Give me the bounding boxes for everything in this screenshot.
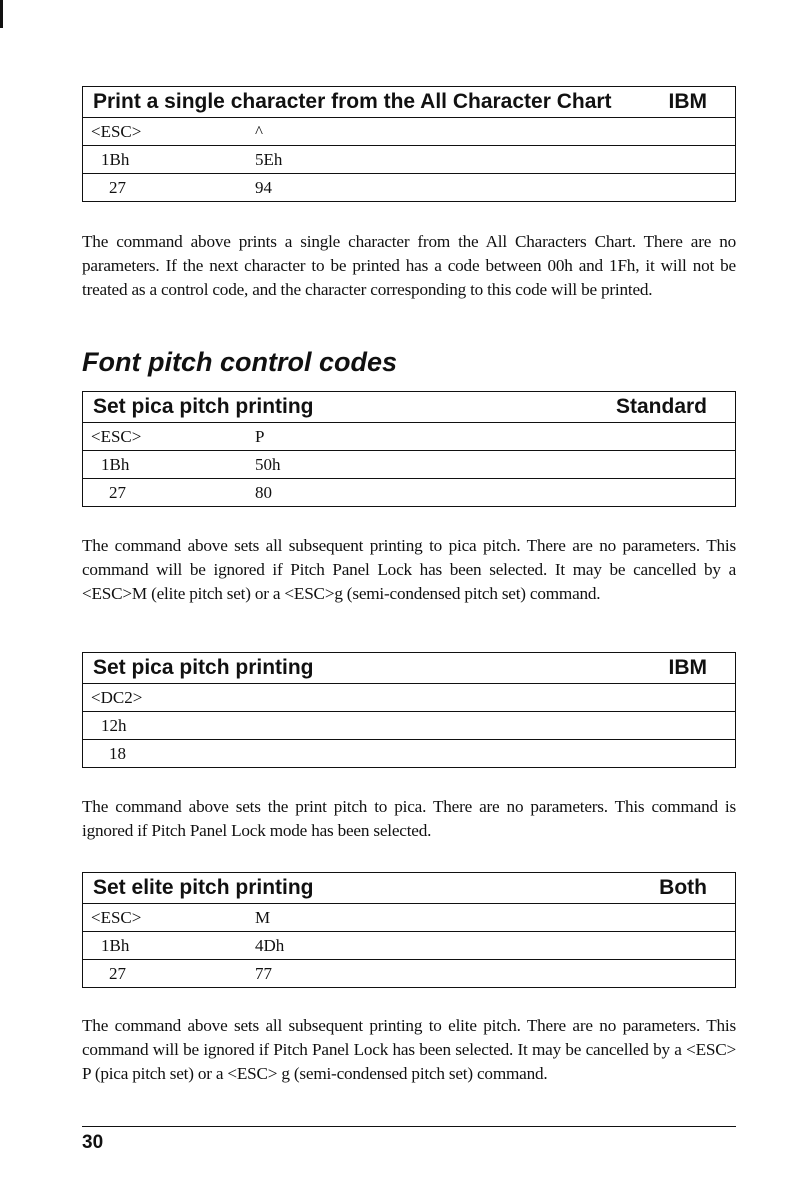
command-row-mnemonic [83,423,735,450]
row-code: 27 [109,177,126,197]
row-param: 5Eh [255,149,283,169]
command-row-mnemonic [83,904,735,931]
row-param: M [255,907,271,927]
page-number: 30 [82,1132,104,1153]
row-param: 94 [255,177,272,197]
command-row-hex [83,711,735,739]
footer-rule [82,1126,736,1127]
command-header [83,392,735,423]
row-code: 1Bh [101,149,130,169]
row-param: P [255,426,265,446]
command-title: Set pica pitch printing [93,656,314,679]
command-title: Set elite pitch printing [93,876,314,899]
command-header [83,87,735,118]
command-row-decimal [83,478,735,506]
row-code: 27 [109,963,126,983]
command-header [83,873,735,904]
section-title: Font pitch control codes [82,347,397,377]
command-mode: Standard [615,395,707,418]
command-row-decimal [83,173,735,201]
command-row-hex [83,931,735,959]
row-code: <DC2> [91,687,143,707]
row-code: <ESC> [91,907,142,927]
row-param: 77 [255,963,272,983]
row-param: 80 [255,482,272,502]
description-paragraph: The command above sets all subsequent printing to pica pitch. There are no parameters. This command will be ignored if Pitch Panel Lock has been selected. It may be cancelled by a <ESC>M (elite pitch set) or a <ESC>g (semi-condensed pitch set) command. [82,536,736,603]
command-box-all-char-ibm [82,86,736,202]
command-row-decimal [83,959,735,987]
command-title: Set pica pitch printing [93,395,314,418]
command-mode: IBM [668,656,707,679]
row-param: 50h [255,454,281,474]
row-code: 1Bh [101,935,130,955]
command-header [83,653,735,684]
command-box-elite-both [82,872,736,988]
command-row-hex [83,145,735,173]
row-param: 4Dh [255,935,285,955]
description-paragraph: The command above prints a single character from the All Characters Chart. There are no parameters. If the next character to be printed has a code between 00h and 1Fh, it will not be treated as a control code, and the character corresponding to this code will be printed. [82,232,736,299]
row-code: 12h [101,715,127,735]
command-row-mnemonic [83,684,735,711]
command-row-mnemonic [83,118,735,145]
row-code: 1Bh [101,454,130,474]
command-mode: Both [659,876,707,899]
page-edge-mark [0,0,3,28]
row-code: 18 [109,743,126,763]
row-code: 27 [109,482,126,502]
command-title: Print a single character from the All Character Chart [93,90,612,113]
row-param: ^ [255,121,263,141]
description-paragraph: The command above sets all subsequent printing to elite pitch. There are no parameters. This command will be ignored if Pitch Panel Lock has been selected. It may be cancelled by a <ESC> P (pica pitch set) or a <ESC> g (semi-condensed pitch set) command. [82,1016,736,1083]
command-mode: IBM [668,90,707,113]
row-code: <ESC> [91,426,142,446]
description-paragraph: The command above sets the print pitch to pica. There are no parameters. This command is ignored if Pitch Panel Lock mode has been selected. [82,797,736,840]
row-code: <ESC> [91,121,142,141]
command-row-hex [83,450,735,478]
command-box-pica-standard [82,391,736,507]
command-box-pica-ibm [82,652,736,768]
command-row-decimal [83,739,735,767]
